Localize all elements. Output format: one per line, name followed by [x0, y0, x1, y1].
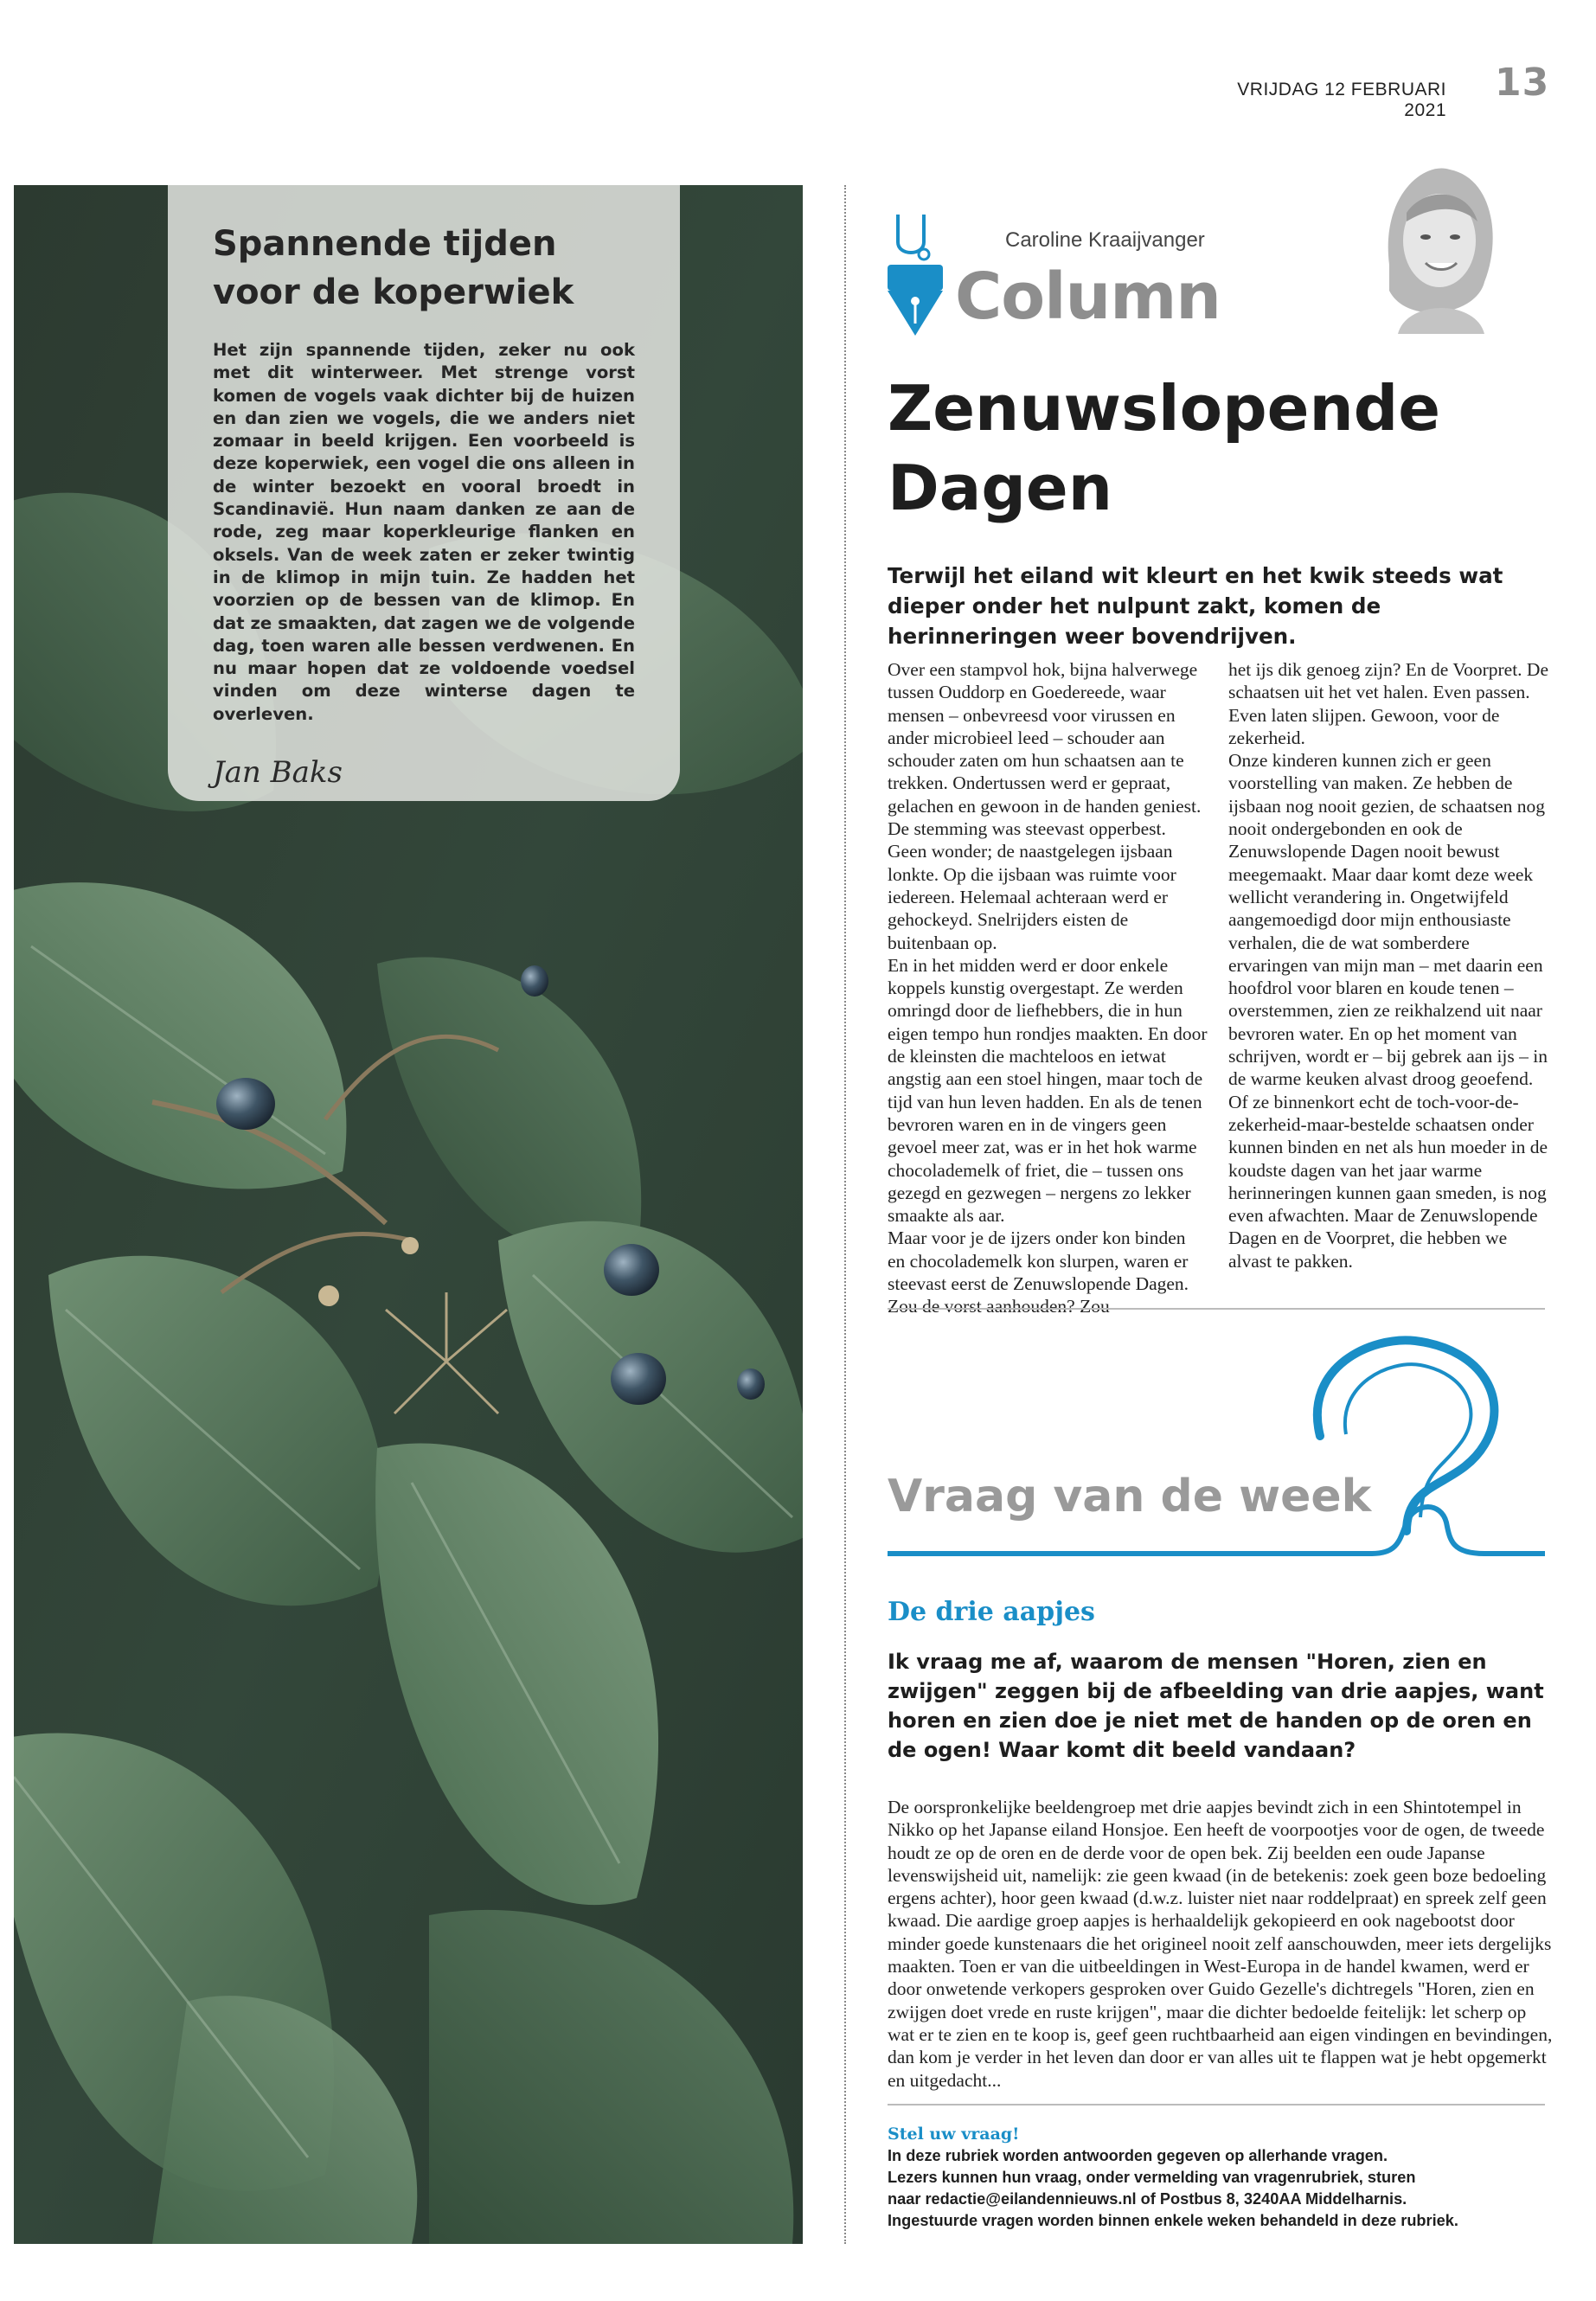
column-paragraph: het ijs dik genoeg zijn? En de Voorpret. De schaatsen uit het vet halen. Even passen. Even laten slijpen. Gewoon, voor de zekerheid.: [1228, 659, 1548, 748]
nature-body: Het zijn spannende tijden, zeker nu ook met dit winterweer. Met strenge vorst komen de vogels vaak dichter bij de huizen en dan zien we vogels, die we anders niet zomaar in beeld krijgen. Een voorbeeld is deze koperwiek, een vogel die ons alleen in de winter bezoekt en vooral broedt in Scandinavië. Hun naam danken ze aan de rode, zeg maar koperkleurige flanken en oksels. Van de week zaten er zeker twintig in de klimop in mijn tuin. Ze hadden het voorzien op de bessen van de klimop. En dat ze smaakten, dat zagen we de volgende dag, toen waren alle bessen verdwenen. En nu maar hopen dat ze voldoende voedsel vinden om deze winterse dagen te overleven.: [213, 340, 635, 724]
ask-line: Ingestuurde vragen worden binnen enkele weken behandeld in deze rubriek.: [888, 2212, 1458, 2229]
section-divider: [888, 1308, 1545, 1310]
nature-author-signature: Jan Baks: [213, 755, 343, 791]
column-paragraph: Of ze binnenkort echt de toch-voor-de-zekerheid-maar-bestelde schaatsen onder kunnen binden en net als hun moeder in de koudste dagen van het jaar warme herinneringen kunnen gaan smeden, is nog even afwachten. Maar de Zenuwslopende Dagen en de Voorpret, die hebben we alvast te pakken.: [1228, 1091, 1548, 1272]
ask-line: Lezers kunnen hun vraag, onder vermelding van vragenrubriek, sturen: [888, 2169, 1416, 2186]
column-divider: [844, 185, 846, 2244]
nature-title: Spannende tijden voor de koperwiek: [213, 224, 574, 312]
question-heading: De drie aapjes: [888, 1597, 1095, 1627]
column-author: Caroline Kraaijvanger: [1005, 228, 1205, 252]
column-title: Zenuwslopende Dagen: [888, 372, 1441, 524]
vraag-section-label: Vraag van de week: [888, 1471, 1372, 1522]
question-mark-icon: [888, 1332, 1545, 1578]
column-body-left: [888, 658, 1208, 1318]
section-divider: [888, 2104, 1545, 2106]
answer-text: De oorspronkelijke beeldengroep met drie aapjes bevindt zich in een Shintotempel in Nikko op het Japanse eiland Honsjoe. Een heeft de voorpootjes voor de ogen, de tweede houdt ze op de oren en de derde voor de open bek. Zij beelden een oude Japanse levenswijsheid uit, namelijk: zie geen kwaad (in de betekenis: zoek geen boze bedoeling ergens achter), hoor geen kwaad (d.w.z. luister niet naar roddelpraat) en spreek zelf geen kwaad. Die aardige groep aapjes is herhaaldelijk gekopieerd en ook nagebootst door minder goede kunstenaars die het origineel nooit zelf aanschouwden, meer iets dergelijks maakten. Toen er van die uitbeeldingen in West-Europa in de handel kwamen, werd er door onwetende verkopers gesproken over Guido Gezelle's dichtregels "Horen, zien en zwijgen doet vrede en ruste krijgen", maar die dichter bedoelde feitelijk: let scherp op wat er te zien en te koop is, geef geen ruchtbaarheid aan eigen vindingen en bevindingen, dan kom je verder in het leven dan door er van alles uit te flappen wat je hebt opgemerkt en uitgedacht...: [888, 1797, 1553, 2091]
column-body-right: [1228, 658, 1548, 1272]
column-paragraph: Maar voor je de ijzers onder kon binden en chocolademelk kon slurpen, waren er steevast eerst de Zenuwslopende Dagen. Zou de vorst aanhouden? Zou: [888, 1227, 1189, 1317]
column-lead: Terwijl het eiland wit kleurt en het kwik steeds wat dieper onder het nulpunt zakt, komen de herinneringen weer bovendrijven.: [888, 563, 1503, 649]
ask-body: [888, 2145, 1562, 2232]
ask-line: In deze rubriek worden antwoorden gegeven op allerhande vragen.: [888, 2147, 1388, 2164]
nature-text-box: [168, 185, 680, 801]
column-paragraph: Over een stampvol hok, bijna halverwege tussen Ouddorp en Goedereede, waar mensen – onbevreesd voor virussen en ander microbieel leed – schouder aan schouder zaten om hun schaatsen aan te trekken. Ondertussen werd er gepraat, gelachen en gewoon in de handen geniest. De stemming was steevast opperbest. Geen wonder; de naastgelegen ijsbaan lonkte. Op die ijsbaan was ruimte voor iedereen. Helemaal achteraan werd er gehockeyd. Snelrijders eisten de buitenbaan op.: [888, 659, 1202, 953]
fountain-pen-icon: [884, 208, 946, 341]
column-paragraph: Onze kinderen kunnen zich er geen voorstelling van maken. Ze hebben de ijsbaan nog nooit gezien, de schaatsen nog nooit ondergebonden en ook de Zenuwslopende Dagen nooit bewust meegemaakt. Maar daar komt deze week wellicht verandering in. Ongetwijfeld aangemoedigd door mijn enthousiaste verhalen, die de wat somberdere ervaringen van mijn man – met daarin een hoofdrol voor blaren en koude tenen – overstemmen, zien ze reikhalzend uit naar bevroren water. En op het moment van schrijven, wordt er – bij gebrek aan ijs – in de warme keuken alvast droog geoefend.: [1228, 750, 1548, 1090]
ask-title: Stel uw vraag!: [888, 2125, 1020, 2144]
page-date: VRIJDAG 12 FEBRUARI 2021: [1237, 80, 1446, 120]
page-number: 13: [1495, 61, 1550, 105]
column-label: Column: [955, 260, 1221, 334]
column-paragraph: En in het midden werd er door enkele koppels kunstig overgestapt. Ze werden omringd door de liefhebbers, die in hun eigen tempo hun rondjes maakten. En door de kleinsten die machteloos en ietwat angstig aan een stoel hingen, maar toch de tijd van hun leven hadden. En als de tenen bevroren waren en in de vingers geen gevoel meer zat, was er in het hok warme chocolademelk of friet, die – tussen ons gezegd en gezwegen – nergens zo lekker smaakte als aar.: [888, 954, 1208, 1227]
author-portrait: [1372, 161, 1502, 334]
ask-line: naar redactie@eilandennieuws.nl of Postbus 8, 3240AA Middelharnis.: [888, 2190, 1407, 2208]
question-text: Ik vraag me af, waarom de mensen "Horen, zien en zwijgen" zeggen bij de afbeelding van drie aapjes, want horen en zien doe je niet met de handen op de oren en de ogen! Waar komt dit beeld vandaan?: [888, 1650, 1544, 1762]
